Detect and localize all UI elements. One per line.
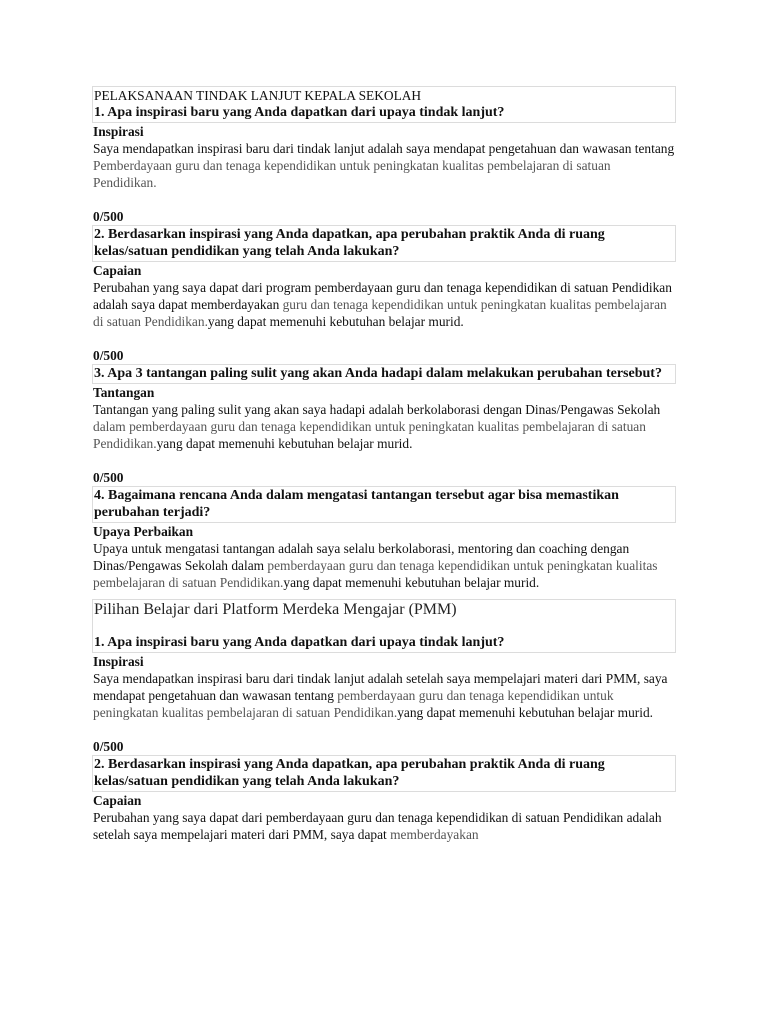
answer-text-3-part-c: yang dapat memenuhi kebutuhan belajar murid. bbox=[156, 436, 413, 451]
section-2-char-counter-1: 0/500 bbox=[93, 739, 124, 754]
question-1: 1. Apa inspirasi baru yang Anda dapatkan dari upaya tindak lanjut? bbox=[94, 105, 505, 120]
answer-text-3-part-a: Tantangan yang paling sulit yang akan saya hadapi adalah berkolaborasi dengan Dinas/Pengawas Sekolah bbox=[93, 402, 661, 417]
section-2-question-2: 2. Berdasarkan inspirasi yang Anda dapatkan, apa perubahan praktik Anda di ruang kelas/satuan pendidikan yang telah Anda lakukan? bbox=[94, 757, 605, 789]
question-4: 4. Bagaimana rencana Anda dalam mengatasi tantangan tersebut agar bisa memastikan perubahan terjadi? bbox=[94, 488, 619, 520]
answer-label-inspirasi: Inspirasi bbox=[93, 124, 144, 139]
section-2-title: Pilihan Belajar dari Platform Merdeka Mengajar (PMM) bbox=[94, 601, 457, 618]
section-2-answer-text-2-part-a: Perubahan yang saya dapat dari pemberdayaan guru dan tenaga kependidikan di satuan Pendidikan adalah setelah saya mempelajari materi dari PMM, saya dapat bbox=[93, 810, 662, 842]
answer-text-4-part-c: yang dapat memenuhi kebutuhan belajar murid. bbox=[283, 575, 540, 590]
answer-text-3-part-b: dalam pemberdayaan guru dan tenaga kependidikan untuk peningkatan kualitas pembelajaran di satuan Pendidikan. bbox=[93, 419, 646, 451]
char-counter-1: 0/500 bbox=[93, 209, 124, 224]
section-2-answer-text-1-part-c: yang dapat memenuhi kebutuhan belajar murid. bbox=[397, 705, 654, 720]
answer-label-upaya-perbaikan: Upaya Perbaikan bbox=[93, 524, 194, 539]
answer-text-1 bbox=[93, 140, 676, 191]
section-2-answer-text-1-part-b: pemberdayaan guru dan tenaga kependidikan untuk peningkatan kualitas pembelajaran di satuan Pendidikan. bbox=[93, 688, 614, 720]
section-2-question-1: 1. Apa inspirasi baru yang Anda dapatkan dari upaya tindak lanjut? bbox=[94, 635, 505, 650]
section-2-answer-text-2-part-b: memberdayakan bbox=[390, 827, 479, 842]
answer-text-4-part-a: Upaya untuk mengatasi tantangan adalah saya selalu berkolaborasi, mentoring dan coaching dengan Dinas/Pengawas Sekolah dalam bbox=[93, 541, 630, 573]
answer-text-2-part-a: Perubahan yang saya dapat dari program pemberdayaan guru dan tenaga kependidikan di satuan Pendidikan adalah saya dapat memberdayakan bbox=[93, 280, 672, 312]
char-counter-2: 0/500 bbox=[93, 348, 124, 363]
answer-text-1-part-a: Saya mendapatkan inspirasi baru dari tindak lanjut adalah saya mendapat pengetahuan dan wawasan tentang bbox=[93, 141, 675, 156]
section-2-answer-text-1-part-a: Saya mendapatkan inspirasi baru dari tindak lanjut adalah setelah saya mempelajari materi dari PMM, saya mendapat pengetahuan dan wawasan tentang bbox=[93, 671, 668, 703]
section-2-box bbox=[92, 599, 676, 653]
question-3: 3. Apa 3 tantangan paling sulit yang akan Anda hadapi dalam melakukan perubahan tersebut? bbox=[94, 366, 662, 381]
answer-text-2 bbox=[93, 279, 676, 330]
answer-label-tantangan: Tantangan bbox=[93, 385, 155, 400]
document-heading: PELAKSANAAN TINDAK LANJUT KEPALA SEKOLAH bbox=[94, 88, 422, 103]
document-content bbox=[93, 86, 676, 843]
section-2-answer-label-inspirasi: Inspirasi bbox=[93, 654, 144, 669]
question-2: 2. Berdasarkan inspirasi yang Anda dapatkan, apa perubahan praktik Anda di ruang kelas/satuan pendidikan yang telah Anda lakukan? bbox=[94, 227, 605, 259]
answer-text-2-part-b: guru dan tenaga kependidikan untuk peningkatan kualitas pembelajaran di satuan Pendidikan. bbox=[93, 297, 667, 329]
section-2-answer-text-2 bbox=[93, 809, 676, 843]
answer-label-capaian: Capaian bbox=[93, 263, 142, 278]
question-box-4 bbox=[92, 486, 676, 523]
section-2-answer-label-capaian: Capaian bbox=[93, 793, 142, 808]
question-box-3 bbox=[92, 364, 676, 384]
answer-text-2-part-c: yang dapat memenuhi kebutuhan belajar murid. bbox=[207, 314, 464, 329]
char-counter-3: 0/500 bbox=[93, 470, 124, 485]
section-2-question-box-2 bbox=[92, 755, 676, 792]
answer-text-4 bbox=[93, 540, 676, 591]
answer-text-1-part-b: Pemberdayaan guru dan tenaga kependidikan untuk peningkatan kualitas pembelajaran di satuan Pendidikan. bbox=[93, 158, 611, 190]
question-box-2 bbox=[92, 225, 676, 262]
section-2-answer-text-1 bbox=[93, 670, 676, 721]
question-box-1 bbox=[92, 86, 676, 123]
answer-text-3 bbox=[93, 401, 676, 452]
answer-text-4-part-b: pemberdayaan guru dan tenaga kependidikan untuk peningkatan kualitas pembelajaran di satuan Pendidikan. bbox=[93, 558, 658, 590]
